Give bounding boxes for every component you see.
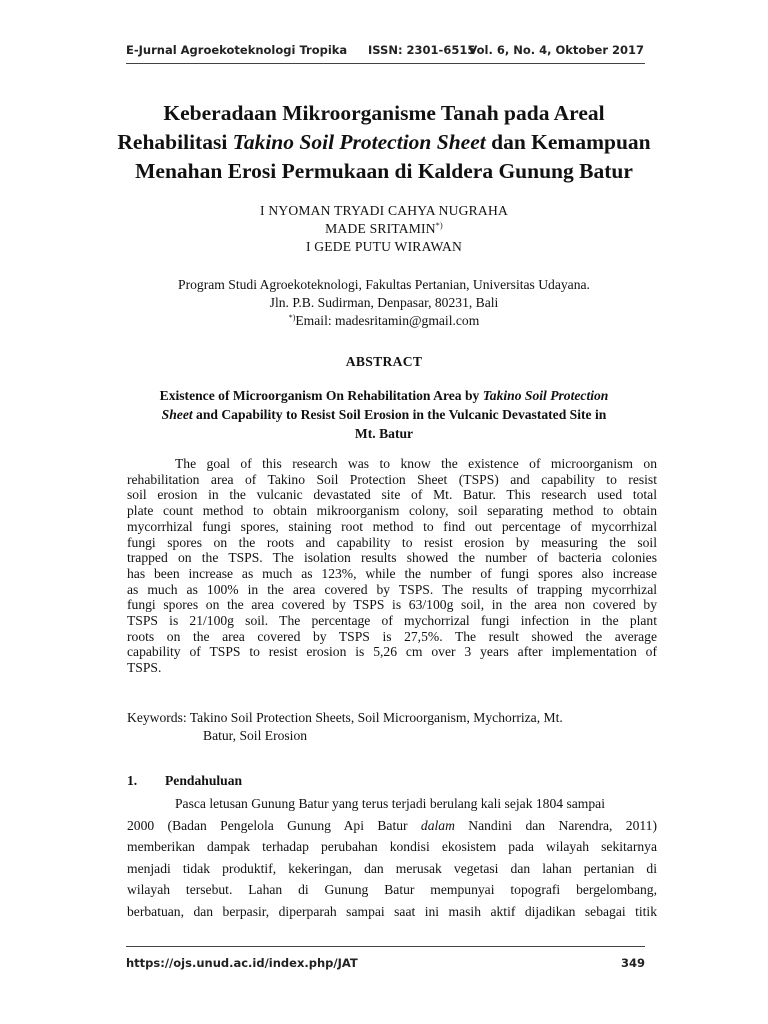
section-heading <box>127 773 242 789</box>
body-line-2-pre: 2000 (Badan Pengelola Gunung Api Batur <box>127 817 421 833</box>
body-line <box>127 815 657 837</box>
title-line-2 <box>110 128 658 157</box>
title-line-3: Menahan Erosi Permukaan di Kaldera Gunung Batur <box>135 159 633 183</box>
english-title <box>118 386 650 443</box>
body-line: berbatuan, dan berpasir, diperparah sampai saat ini masih aktif dijadikan sebagai titik <box>127 903 657 919</box>
section-title: Pendahuluan <box>165 773 243 788</box>
body-line: menjadi tidak produktif, kekeringan, dan merusak vegetasi dan lahan pertanian di <box>127 860 657 876</box>
page-number: 349 <box>620 956 645 970</box>
abstract-line: has been increase as much as 123%, while the number of fungi spores also increase <box>127 565 657 581</box>
journal-volume: Vol. 6, No. 4, Oktober 2017 <box>468 43 644 57</box>
footer-rule <box>126 946 645 947</box>
affiliation-address: Jln. P.B. Sudirman, Denpasar, 80231, Bali <box>269 295 499 310</box>
section-number: 1. <box>127 773 138 788</box>
title-line-2-italic: Takino Soil Protection Sheet <box>232 130 486 154</box>
running-header <box>126 43 644 59</box>
body-line-2-italic: dalam <box>420 817 455 833</box>
keywords-line-2: Batur, Soil Erosion <box>203 728 308 743</box>
body-line-2-post: Nandini dan Narendra, 2011) <box>454 817 657 833</box>
english-title-line-1 <box>118 386 650 405</box>
body-line: Pasca letusan Gunung Batur yang terus terjadi berulang kali sejak 1804 sampai <box>175 796 605 811</box>
author-1: I NYOMAN TRYADI CAHYA NUGRAHA <box>260 203 508 218</box>
body-line: wilayah tersebut. Lahan di Gunung Batur mempunyai topografi bergelombang, <box>127 882 657 898</box>
english-title-l2-post: and Capability to Resist Soil Erosion in the Vulcanic Devastated Site in <box>192 407 607 422</box>
email-text: Email: madesritamin@gmail.com <box>295 313 480 328</box>
author-3: I GEDE PUTU WIRAWAN <box>305 239 463 254</box>
affiliation <box>100 276 668 330</box>
author-list <box>110 202 658 256</box>
title-line-2-post: dan Kemampuan <box>485 130 651 154</box>
keywords <box>127 709 657 745</box>
abstract-heading: ABSTRACT <box>345 354 423 369</box>
affiliation-email <box>100 312 668 330</box>
abstract-line: rehabilitation area of Takino Soil Protection Sheet (TSPS) and capability to resist <box>127 471 657 487</box>
abstract-line: roots on the area covered by TSPS is 27,5%. The result showed the average <box>127 628 657 644</box>
abstract-line: TSPS. <box>127 660 162 676</box>
keywords-line-1: Keywords: Takino Soil Protection Sheets, Soil Microorganism, Mychorriza, Mt. <box>127 710 563 725</box>
author-2 <box>110 220 658 238</box>
journal-url[interactable]: https://ojs.unud.ac.id/index.php/JAT <box>126 956 358 970</box>
abstract-line: soil erosion in the vulcanic devastated site of Mt. Batur. This research used total <box>127 487 657 503</box>
abstract-line: plate count method to obtain mikroorganism colony, soil separating method to obtain <box>127 503 657 519</box>
english-title-l1-pre: Existence of Microorganism On Rehabilitation Area by <box>159 388 483 403</box>
title-line-1: Keberadaan Mikroorganisme Tanah pada Areal <box>163 101 605 125</box>
english-title-l1-italic: Takino Soil Protection <box>482 388 609 403</box>
english-title-line-2 <box>118 405 650 424</box>
corresponding-mark: *) <box>435 221 443 230</box>
abstract-line: fungi spores on the area covered by TSPS is 63/100g soil, in the area non covered by <box>127 597 657 613</box>
abstract-body <box>127 456 657 676</box>
body-line: memberikan dampak terhadap perubahan kondisi ekosistem pada wilayah sekitarnya <box>127 839 657 855</box>
abstract-line: TSPS is 21/100g soil. The percentage of mychorrizal fungi infection in the plant <box>127 613 657 629</box>
article-title <box>110 99 658 186</box>
affiliation-institution: Program Studi Agroekoteknologi, Fakultas Pertanian, Universitas Udayana. <box>178 277 590 292</box>
abstract-line: fungi spores on the roots and capability to resist erosion by measuring the soil <box>127 534 657 550</box>
header-rule <box>126 63 645 64</box>
abstract-line: The goal of this research was to know the existence of microorganism on <box>175 456 657 471</box>
page-footer <box>126 956 645 972</box>
author-2-name: MADE SRITAMIN <box>325 221 436 236</box>
abstract-line: trapped on the TSPS. The isolation results showed the number of bacteria colonies <box>127 550 657 566</box>
abstract-line: mycorrhizal fungi spores, staining root method to find out percentage of mycorrhizal <box>127 518 657 534</box>
journal-issn: ISSN: 2301-6515 <box>368 43 476 57</box>
english-title-l2-italic: Sheet <box>161 407 193 422</box>
title-line-2-pre: Rehabilitasi <box>117 130 233 154</box>
abstract-line: capability of TSPS to resist erosion is 5,26 cm over 3 years after implementation of <box>127 644 657 660</box>
english-title-line-3: Mt. Batur <box>354 426 414 441</box>
journal-name: E-Jurnal Agroekoteknologi Tropika <box>126 43 348 57</box>
email-mark: *) <box>288 313 296 322</box>
abstract-line: as much as 100% in the area covered by TSPS. The results of trapping mycorrhizal <box>127 581 657 597</box>
section-body <box>127 793 657 923</box>
